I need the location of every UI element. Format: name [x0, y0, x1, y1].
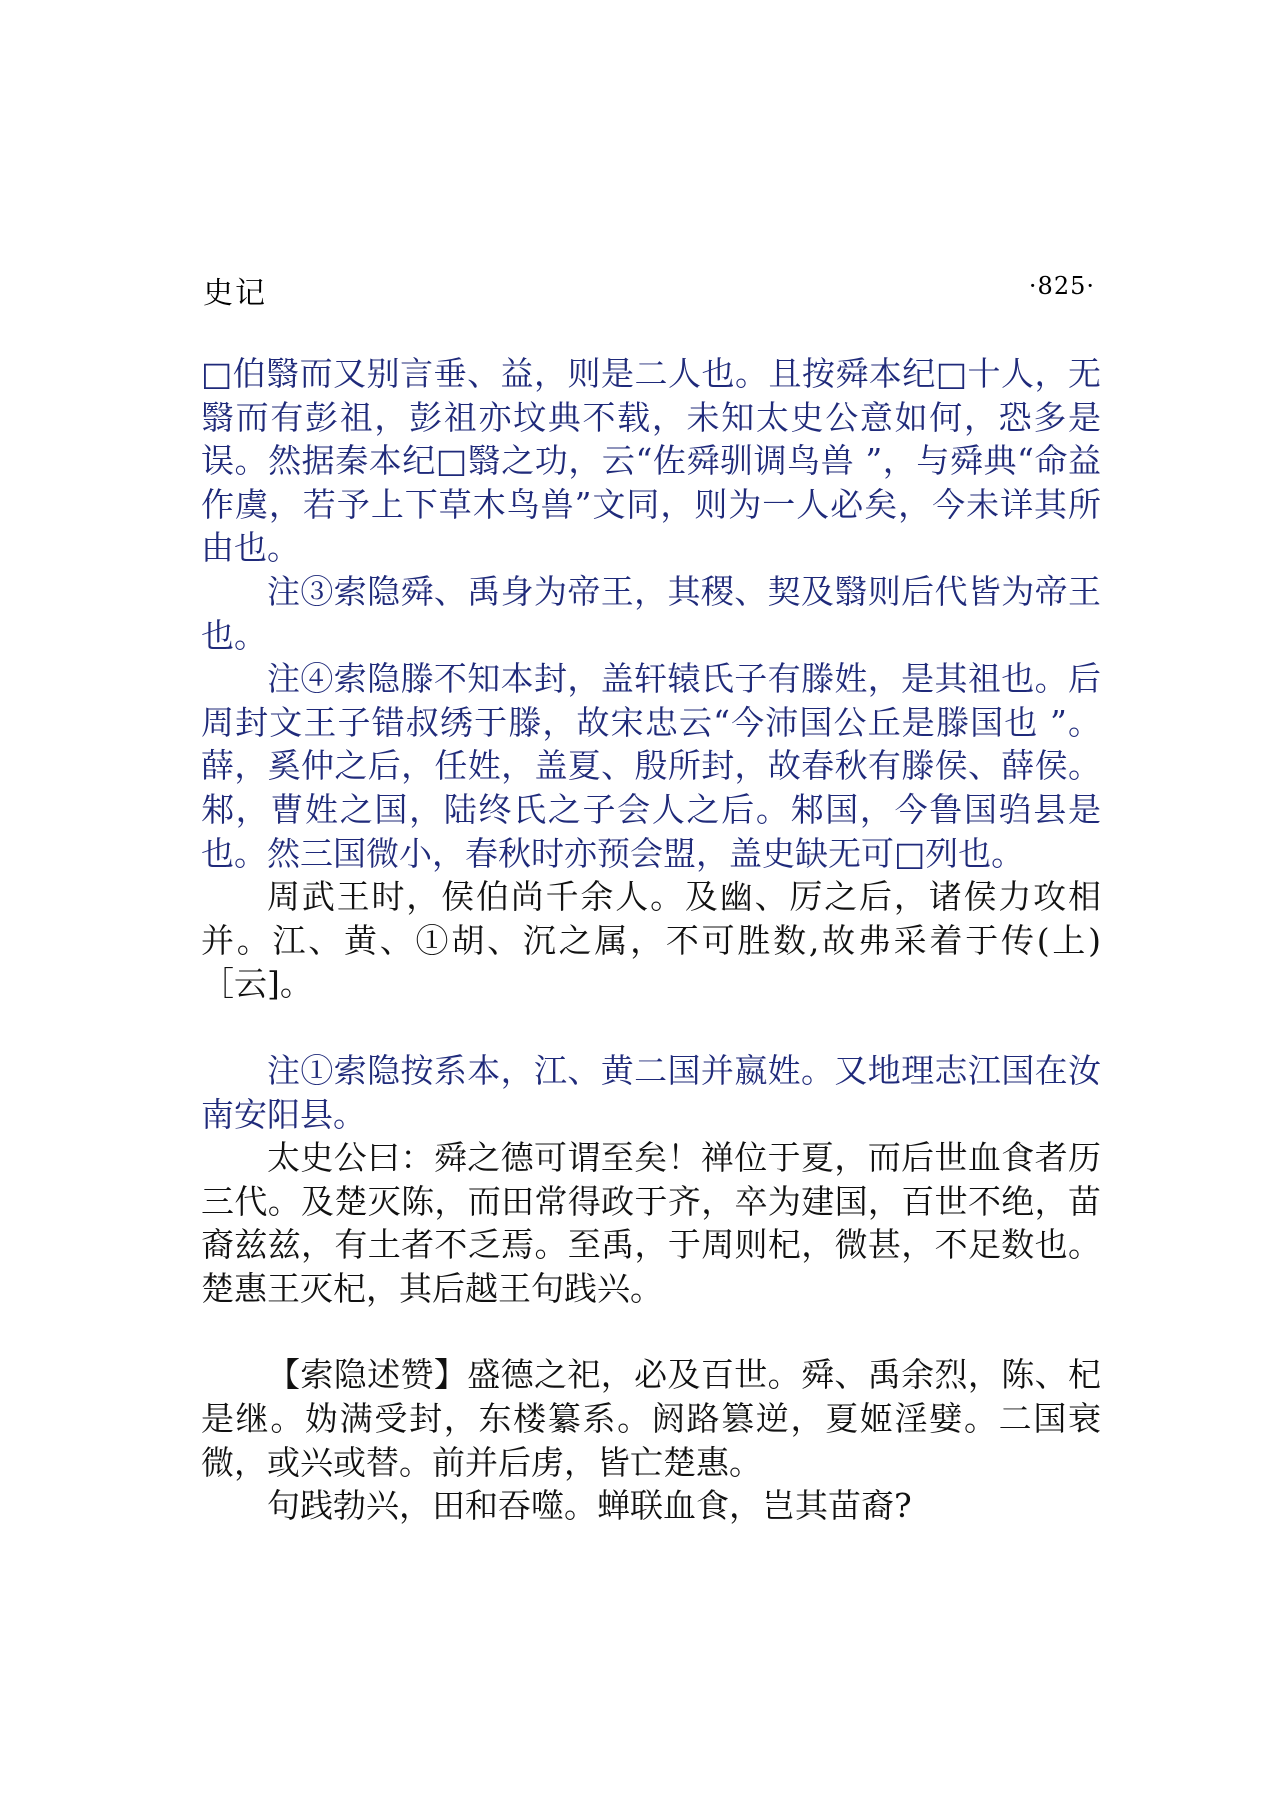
commentary-note-4: 注④索隐滕不知本封，盖轩辕氏子有滕姓，是其祖也。后周封文王子错叔绣于滕，故宋忠云“今沛国公丘是滕国也 ”。薛，奚仲之后，任姓，盖夏、殷所封，故春秋有滕侯、薛侯。邾，曹姓之国，陆终氏之子会人之后。邾国，今鲁国驺县是也。然三国微小，春秋时亦预会盟，盖史缺无可□列也。	[201, 659, 1101, 873]
book-title: 史记	[203, 276, 267, 311]
page-number: ·825·	[1028, 272, 1095, 300]
page-header	[203, 268, 1095, 310]
paragraph-spacer	[201, 1006, 1101, 1049]
commentary-paragraph: □伯翳而又别言垂、益，则是二人也。且按舜本纪□十人，无翳而有彭祖，彭祖亦坟典不载，未知太史公意如何，恐多是误。然据秦本纪□翳之功，云“佐舜驯调鸟兽 ”，与舜典“命益作虞，若予上下草木鸟兽”文同，则为一人必矣，今未详其所由也。	[201, 354, 1101, 568]
main-text-paragraph: 周武王时，侯伯尚千余人。及幽、厉之后，诸侯力攻相并。江、黄、①胡、沉之属，不可胜数,故弗采着于传(上)［云]。	[201, 877, 1101, 1004]
commentary-note-1: 注①索隐按系本，江、黄二国并嬴姓。又地理志江国在汝南安阳县。	[201, 1050, 1101, 1134]
eulogy-paragraph: 【索隐述赞】盛德之祀，必及百世。舜、禹余烈，陈、杞是继。妫满受封，东楼纂系。阏路篡逆，夏姬淫嬖。二国衰微，或兴或替。前并后虏，皆亡楚惠。	[201, 1355, 1101, 1482]
paragraph-spacer	[201, 1310, 1101, 1353]
eulogy-closing-line: 句践勃兴，田和吞噬。蝉联血食，岂其苗裔?	[267, 1486, 912, 1526]
historian-remark-paragraph: 太史公曰：舜之德可谓至矣！禅位于夏，而后世血食者历三代。及楚灭陈，而田常得政于齐，卒为建国，百世不绝，苗裔兹兹，有土者不乏焉。至禹，于周则杞，微甚，不足数也。楚惠王灭杞，其后越王句践兴。	[201, 1138, 1101, 1308]
page-body	[201, 352, 1101, 1528]
commentary-note-3: 注③索隐舜、禹身为帝王，其稷、契及翳则后代皆为帝王也。	[201, 571, 1101, 655]
